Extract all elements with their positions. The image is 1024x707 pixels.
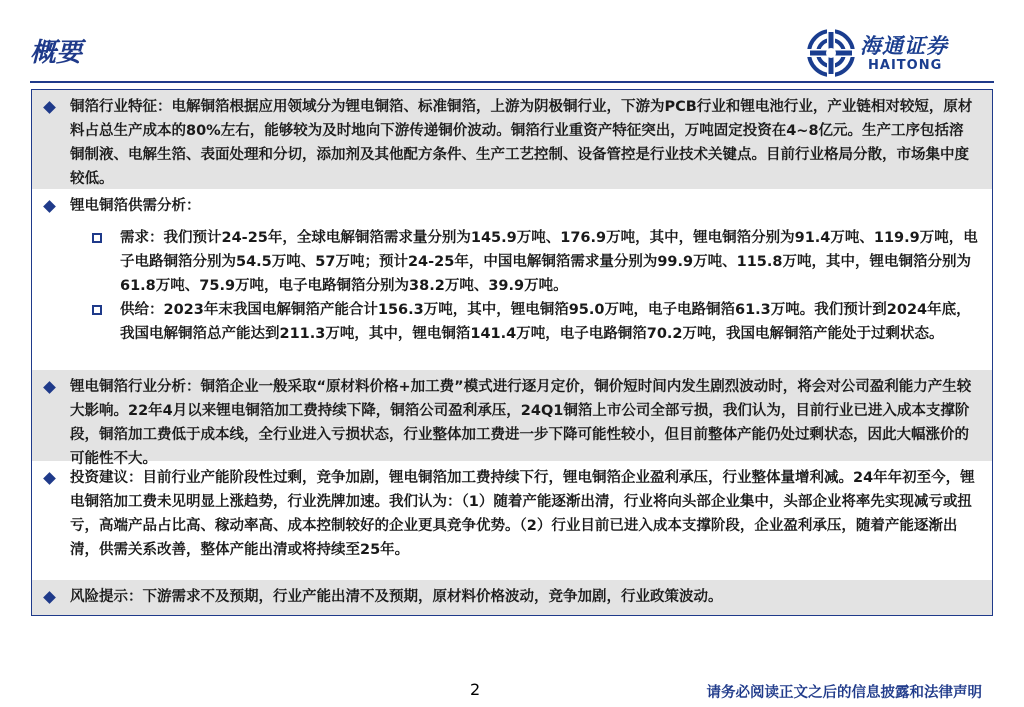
diamond-bullet-icon bbox=[43, 591, 56, 604]
summary-box bbox=[31, 89, 993, 616]
page-number: 2 bbox=[470, 680, 481, 699]
diamond-bullet-icon bbox=[43, 200, 56, 213]
section-investment-advice bbox=[32, 461, 992, 580]
page-title: 概要 bbox=[30, 38, 83, 68]
legal-disclaimer: 请务必阅读正文之后的信息披露和法律声明 bbox=[706, 685, 982, 701]
section-text: 风险提示：下游需求不及预期，行业产能出清不及预期，原材料价格波动，竞争加剧，行业政策波动。 bbox=[70, 589, 723, 605]
subsection-supply bbox=[32, 293, 992, 370]
section-text: 锂电铜箔行业分析：铜箔企业一般采取“原材料价格+加工费”模式进行逐月定价，铜价短时间内发生剧烈波动时，将会对公司盈利能力产生较大影响。22年4月以来锂电铜箔加工费持续下降，铜箔公司盈利承压，24Q1铜箔上市公司全部亏损，我们认为，目前行业已进入成本支撑阶段，铜箔加工费低于成本线，全行业进入亏损状态，行业整体加工费进一步下降可能性较小，但目前整体产能仍处过剩状态，因此大幅涨价的可能性不大。 bbox=[70, 379, 972, 467]
company-logo bbox=[806, 28, 986, 78]
section-text: 锂电铜箔供需分析： bbox=[70, 198, 201, 214]
diamond-bullet-icon bbox=[43, 381, 56, 394]
section-industry-analysis bbox=[32, 370, 992, 467]
logo-chinese-name: 海通证券 bbox=[860, 34, 948, 58]
subsection-demand bbox=[32, 221, 992, 296]
section-text: 铜箔行业特征：电解铜箔根据应用领域分为锂电铜箔、标准铜箔，上游为阴极铜行业，下游为PCB行业和锂电池行业，产业链相对较短，原材料占总生产成本的80%左右，能够较为及时地向下游传递铜价波动。铜箔行业重资产特征突出，万吨固定投资在4~8亿元。生产工序包括溶铜制液、电解生箔、表面处理和分切，添加剂及其他配方条件、生产工艺控制、设备管控是行业技术关键点。目前行业格局分散，市场集中度较低。 bbox=[70, 99, 973, 187]
section-text: 投资建议：目前行业产能阶段性过剩，竞争加剧，锂电铜箔加工费持续下行，锂电铜箔企业盈利承压，行业整体量增利减。24年年初至今，锂电铜箔加工费未见明显上涨趋势，行业洗牌加速。我们认为：（1）随着产能逐渐出清，行业将向头部企业集中，头部企业将率先实现减亏或扭亏，高端产品占比高、稼动率高、成本控制较好的企业更具竞争优势。（2）行业目前已进入成本支撑阶段，企业盈利承压，随着产能逐渐出清，供需关系改善，整体产能出清或将持续至25年。 bbox=[70, 470, 975, 558]
haitong-logo-icon bbox=[806, 28, 856, 78]
subsection-text: 需求：我们预计24-25年，全球电解铜箔需求量分别为145.9万吨、176.9万吨，其中，锂电铜箔分别为91.4万吨、119.9万吨，电子电路铜箔分别为54.5万吨、57万吨；预计24-25年，中国电解铜箔需求量分别为99.9万吨、115.8万吨，其中，锂电铜箔分别为61.8万吨、75.9万吨，电子电路铜箔分别为38.2万吨、39.9万吨。 bbox=[120, 230, 978, 294]
square-bullet-icon bbox=[92, 305, 102, 315]
square-bullet-icon bbox=[92, 233, 102, 243]
diamond-bullet-icon bbox=[43, 101, 56, 114]
header-divider bbox=[30, 81, 994, 83]
section-supply-demand bbox=[32, 189, 992, 223]
logo-english-name: HAITONG bbox=[868, 58, 943, 73]
section-risk-warning bbox=[32, 580, 992, 615]
diamond-bullet-icon bbox=[43, 472, 56, 485]
section-industry-features bbox=[32, 90, 992, 189]
subsection-text: 供给：2023年末我国电解铜箔产能合计156.3万吨，其中，锂电铜箔95.0万吨，电子电路铜箔61.3万吨。我们预计到2024年底，我国电解铜箔总产能达到211.3万吨，其中，锂电铜箔141.4万吨，电子电路铜箔70.2万吨，我国电解铜箔产能处于过剩状态。 bbox=[120, 302, 971, 342]
